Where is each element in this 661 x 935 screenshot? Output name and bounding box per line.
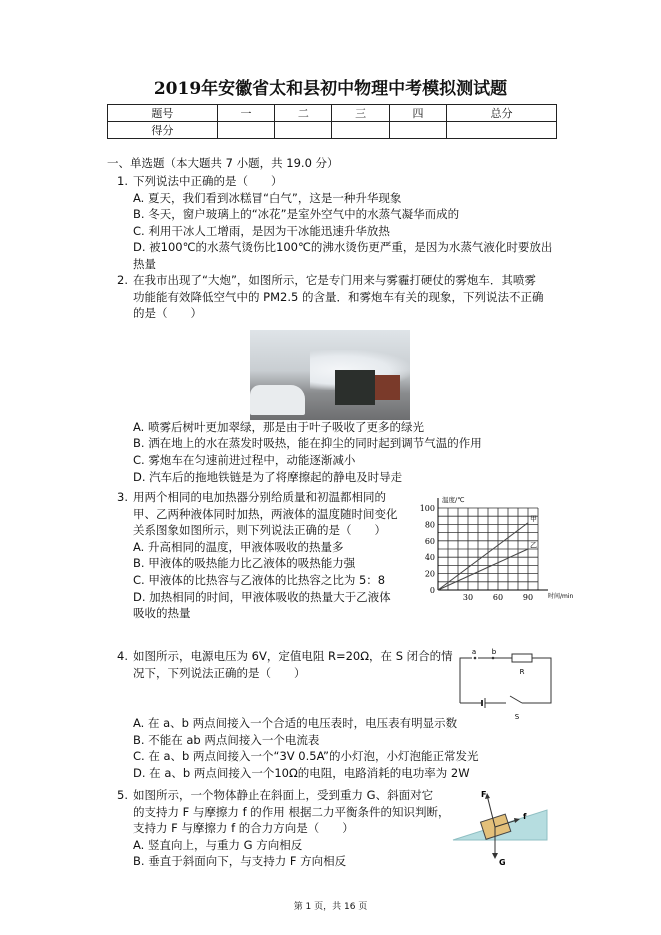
answer-option: D. 在 a、b 两点间接入一个10Ω的电阻，电路消耗的电功率为 2W	[133, 766, 470, 780]
y-tick-label: 40	[424, 553, 435, 563]
answer-option: C. 雾炮车在匀速前进过程中，动能逐渐减小	[133, 453, 356, 467]
series-label-yi: 乙	[530, 541, 537, 550]
label-f: f	[523, 812, 527, 821]
temperature-time-graph	[410, 494, 574, 604]
answer-option: B. 垂直于斜面向下，与支持力 F 方向相反	[133, 854, 347, 869]
option-continuation: 热量	[133, 257, 156, 271]
answer-option: D. 加热相同的时间，甲液体吸收的热量大于乙液体	[133, 589, 391, 604]
x-axis-label: 时间/min	[548, 593, 574, 600]
answer-option: B. 冬天，窗户玻璃上的“冰花”是室外空气中的水蒸气凝华而成的	[133, 207, 460, 222]
question-stem: 用两个相同的电加热器分别给质量和初温都相同的	[133, 490, 386, 504]
answer-option: A. 升高相同的温度，甲液体吸收的热量多	[133, 539, 344, 554]
option-continuation: 吸收的热量	[133, 606, 191, 621]
score-cell	[332, 122, 389, 139]
question-number: 5.	[117, 788, 128, 802]
label-s: S	[514, 713, 520, 721]
question-stem: 下列说法中正确的是（ ）	[133, 174, 283, 188]
question-stem: 况下，下列说法正确的是（ ）	[133, 665, 306, 680]
y-tick-label: 0	[429, 586, 435, 595]
y-tick-label: 100	[419, 504, 435, 513]
question-stem: 如图所示，一个物体静止在斜面上，受到重力 G、斜面对它	[133, 788, 434, 802]
answer-option: B. 洒在地上的水在蒸发时吸热，能在抑尘的同时起到调节气温的作用	[133, 436, 482, 451]
score-cell	[447, 122, 557, 139]
circuit-diagram	[450, 648, 560, 728]
incline-force-diagram	[450, 790, 560, 870]
row-label: 得分	[108, 122, 218, 139]
series-label-jia: 甲	[530, 515, 537, 524]
question-number: 1.	[117, 174, 128, 188]
x-tick-label: 30	[462, 593, 474, 602]
terminal-b	[492, 657, 495, 660]
question-stem: 甲、乙两种液体同时加热，两液体的温度随时间变化	[133, 506, 398, 521]
question-stem: 在我市出现了“大炮”，如图所示，它是专门用来与雾霾打硬仗的雾炮车．其喷雾	[133, 273, 536, 287]
answer-option: A. 竖直向上，与重力 G 方向相反	[133, 837, 303, 852]
table-header: 三	[332, 105, 389, 122]
score-table	[107, 104, 557, 139]
section-heading: 一、单选题（本大题共 7 小题，共 19.0 分）	[107, 156, 339, 170]
fog-cannon-truck-photo	[250, 330, 410, 420]
table-header: 四	[389, 105, 446, 122]
y-tick-label: 60	[424, 536, 435, 546]
question-number: 2.	[117, 273, 128, 287]
question-stem: 的支持力 F 与摩擦力 f 的作用 根据二力平衡条件的知识判断，	[133, 804, 450, 819]
page-title: 2019年安徽省太和县初中物理中考模拟测试题	[153, 79, 508, 99]
x-tick-label: 60	[492, 593, 504, 602]
question-stem: 功能能有效降低空气中的 PM2.5 的含量．和雾炮车有关的现象，下列说法不正确	[133, 289, 544, 304]
y-axis-label: 温度/℃	[442, 496, 465, 504]
question-number: 3.	[117, 490, 128, 504]
label-r: R	[519, 668, 525, 676]
score-cell	[217, 122, 274, 139]
table-header: 一	[217, 105, 274, 122]
score-cell	[275, 122, 332, 139]
y-tick-label: 20	[424, 569, 435, 579]
answer-option: B. 不能在 ab 两点间接入一个电流表	[133, 732, 320, 747]
x-tick-label: 90	[522, 593, 534, 602]
label-F: F	[481, 790, 487, 799]
answer-option: A. 喷雾后树叶更加翠绿，那是由于叶子吸收了更多的绿光	[133, 419, 424, 434]
terminal-a	[474, 657, 477, 660]
page-footer: 第 1 页，共 16 页	[293, 902, 368, 912]
answer-option: C. 在 a、b 两点间接入一个“3V 0.5A”的小灯泡，小灯泡能正常发光	[133, 749, 479, 764]
label-G: G	[499, 858, 506, 867]
answer-option: D. 汽车后的拖地铁链是为了将摩擦起的静电及时导走	[133, 469, 403, 484]
question-stem: 关系图象如图所示，则下列说法正确的是（ ）	[133, 523, 386, 538]
question-stem: 支持力 F 与摩擦力 f 的合力方向是（ ）	[133, 821, 354, 836]
answer-option: C. 利用干冰人工增雨，是因为干冰能迅速升华放热	[133, 223, 390, 238]
y-tick-label: 80	[424, 520, 435, 530]
label-a: a	[471, 648, 477, 656]
answer-option: A. 在 a、b 两点间接入一个合适的电压表时，电压表有明显示数	[133, 716, 458, 731]
answer-option: A. 夏天，我们看到冰糕冒“白气”，这是一种升华现象	[133, 190, 402, 205]
table-header: 题号	[108, 105, 218, 122]
table-header: 总分	[447, 105, 557, 122]
answer-option: D. 被100℃的水蒸气烫伤比100℃的沸水烫伤更严重，是因为水蒸气液化时要放出	[133, 240, 553, 255]
score-cell	[389, 122, 446, 139]
label-b: b	[491, 648, 497, 656]
series-line-yi	[438, 549, 528, 590]
question-number: 4.	[117, 649, 128, 663]
question-stem: 的是（ ）	[133, 306, 202, 321]
table-header: 二	[275, 105, 332, 122]
answer-option: C. 甲液体的比热容与乙液体的比热容之比为 5：8	[133, 573, 386, 587]
answer-option: B. 甲液体的吸热能力比乙液体的吸热能力强	[133, 556, 356, 571]
question-stem: 如图所示，电源电压为 6V，定值电阻 R=20Ω，在 S 闭合的情	[133, 649, 453, 663]
